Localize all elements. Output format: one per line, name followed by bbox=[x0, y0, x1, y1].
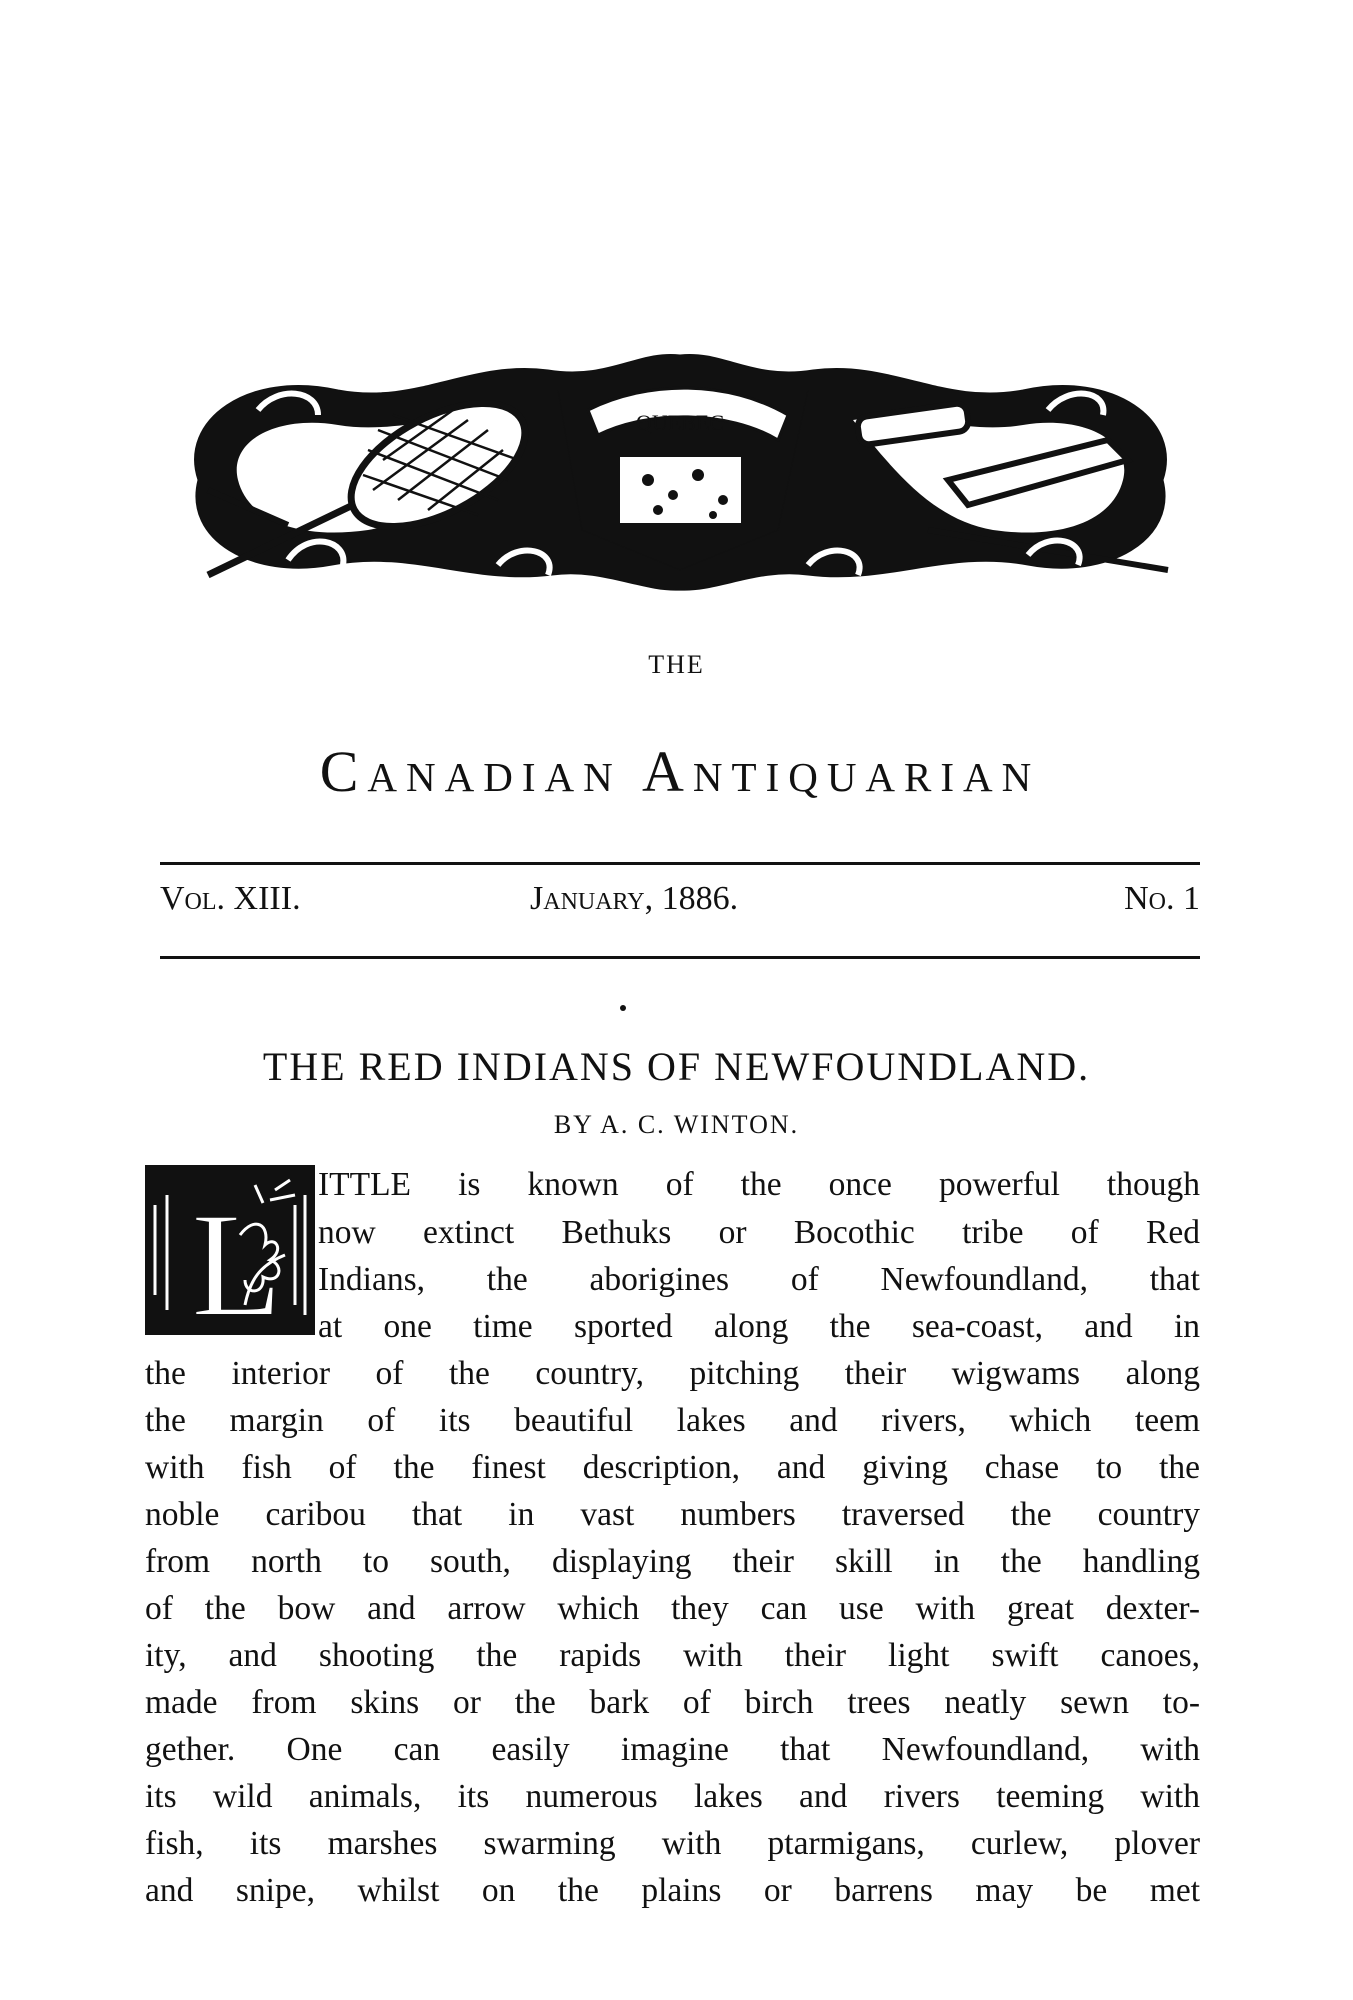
body-line: at one time sported along the sea-coast, and in bbox=[318, 1308, 1200, 1345]
issue-date: January, 1886. bbox=[530, 880, 739, 917]
article-title: THE RED INDIANS OF NEWFOUNDLAND. bbox=[262, 1044, 1091, 1089]
body-line: Indians, the aborigines of Newfoundland, that bbox=[318, 1261, 1200, 1298]
body-line: gether. One can easily imagine that Newfoundland, with bbox=[145, 1731, 1200, 1768]
body-line: noble caribou that in vast numbers traversed the country bbox=[145, 1496, 1200, 1533]
body-line: fish, its marshes swarming with ptarmigans, curlew, plover bbox=[145, 1825, 1200, 1862]
body-line: ity, and shooting the rapids with their light swift canoes, bbox=[145, 1637, 1200, 1674]
body-line: with fish of the finest description, and giving chase to the bbox=[145, 1449, 1200, 1486]
body-line: now extinct Bethuks or Bocothic tribe of Red bbox=[318, 1214, 1200, 1251]
issue-number: No. 1 bbox=[1124, 880, 1200, 917]
masthead-the-label: THE bbox=[648, 650, 705, 679]
body-line: of the bow and arrow which they can use with great dexter- bbox=[145, 1590, 1200, 1627]
masthead-title: Canadian Antiquarian bbox=[319, 739, 1041, 804]
body-line: the margin of its beautiful lakes and rivers, which teem bbox=[145, 1402, 1200, 1439]
body-line: the interior of the country, pitching their wigwams along bbox=[145, 1355, 1200, 1392]
body-line: from north to south, displaying their skill in the handling bbox=[145, 1543, 1200, 1580]
body-line: ITTLE is known of the once powerful though bbox=[318, 1166, 1200, 1203]
ornament-banner-text: QUEBEC bbox=[636, 410, 724, 435]
drop-cap-letter: L bbox=[191, 1182, 283, 1335]
article-byline: BY A. C. WINTON. bbox=[553, 1110, 800, 1139]
issue-volume: Vol. XIII. bbox=[160, 880, 301, 917]
body-line: its wild animals, its numerous lakes and rivers teeming with bbox=[145, 1778, 1200, 1815]
body-line: and snipe, whilst on the plains or barrens may be met bbox=[145, 1872, 1200, 1909]
body-line: made from skins or the bark of birch trees neatly sewn to- bbox=[145, 1684, 1200, 1721]
